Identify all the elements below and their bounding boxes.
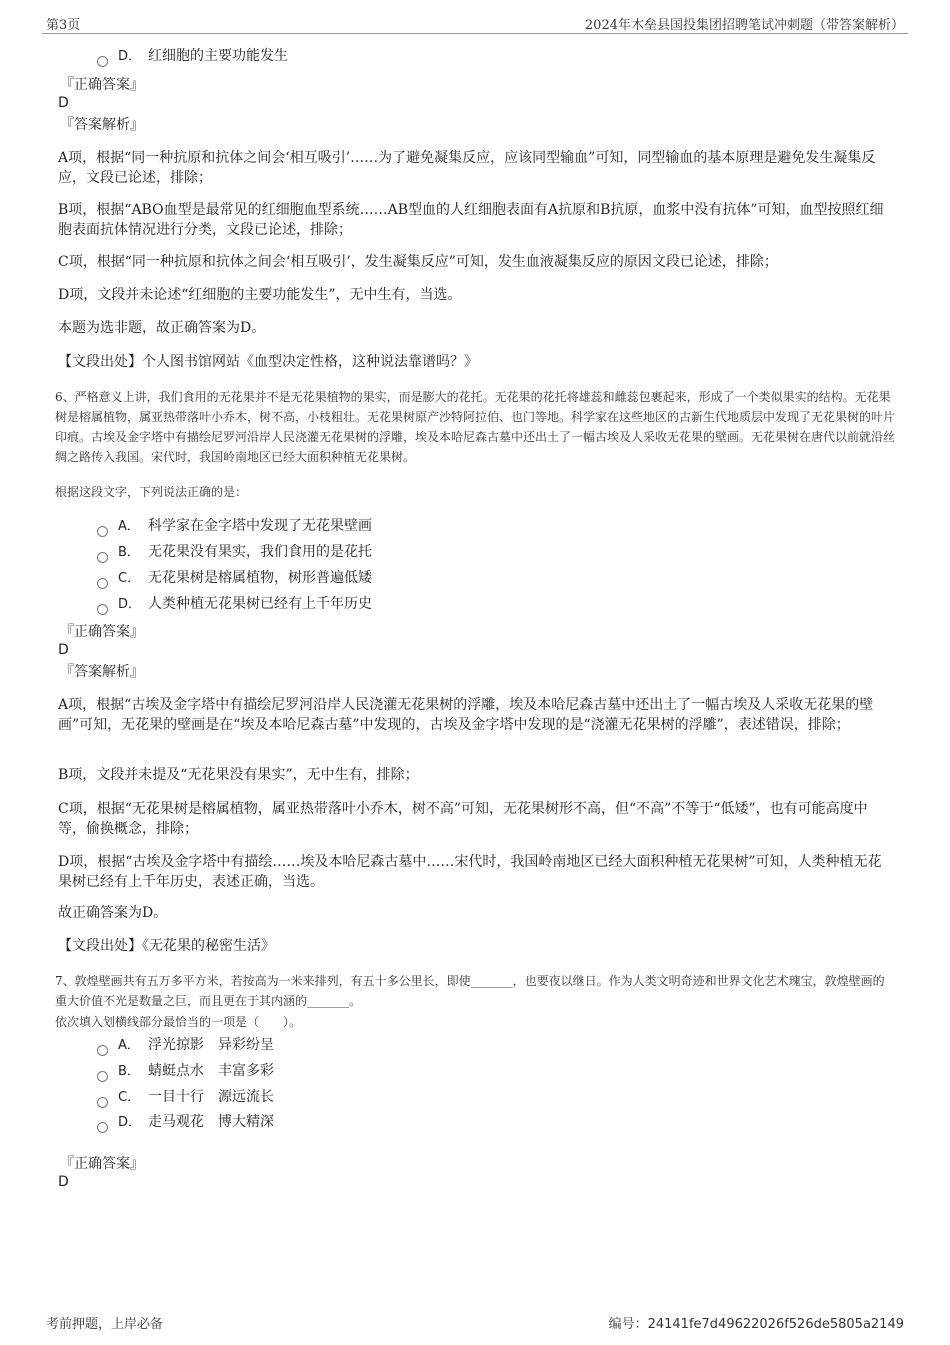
q5-analysis-label: 『答案解析』 xyxy=(60,117,144,133)
q6-option-c[interactable]: C． 无花果树是榕属植物，树形普遍低矮 xyxy=(97,568,372,588)
footer-code-value: 24141fe7d49622026f526de5805a2149 xyxy=(647,1317,904,1332)
q6-answer-label: 『正确答案』 xyxy=(60,624,144,640)
radio-icon[interactable] xyxy=(97,552,108,563)
q6-option-d[interactable]: D． 人类种植无花果树已经有上千年历史 xyxy=(97,594,372,614)
q6-analysis-a: A项，根据“古埃及金字塔中有描绘尼罗河沿岸人民浇灌无花果树的浮雕，埃及本哈尼森古墓中还出土了一幅古埃及人采收无花果的壁画”可知，无花果的壁画是在“埃及本哈尼森古墓”中发现的，古埃及金字塔中发现的是“浇灌无花果树的浮雕”，表述错误，排除； xyxy=(58,697,874,733)
q5-analysis-a: A项，根据“同一种抗原和抗体之间会‘相互吸引’……为了避免凝集反应，应该同型输血”可知，同型输血的基本原理是避免发生凝集反应，文段已论述，排除； xyxy=(58,150,876,186)
q6-stem: 6、严格意义上讲，我们食用的无花果并不是无花果植物的果实，而是膨大的花托。无花果的花托将雄蕊和雌蕊包裹起来，形成了一个类似果实的结构。无花果树是榕属植物，属亚热带落叶小乔木，树不高，小枝粗壮。无花果树原产沙特阿拉伯、也门等地。科学家在这些地区的古新生代地质层中发现了无花果树的叶片印痕。古埃及金字塔中有描绘尼罗河沿岸人民浇灌无花果树的浮雕，埃及本哈尼森古墓中还出土了一幅古埃及人采收无花果的壁画。无花果树在唐代以前就沿丝绸之路传入我国。宋代时，我国岭南地区已经大面积种植无花果树。 xyxy=(55,390,896,464)
q6-option-b[interactable]: B． 无花果没有果实，我们食用的是花托 xyxy=(97,542,372,562)
q7-option-c[interactable]: C． 一目十行 源远流长 xyxy=(97,1087,274,1107)
radio-icon[interactable] xyxy=(97,604,108,615)
footer-code-label: 编号： xyxy=(608,1317,648,1332)
radio-icon[interactable] xyxy=(97,578,108,589)
q6-analysis-c: C项，根据“无花果树是榕属植物，属亚热带落叶小乔木，树不高”可知，无花果树形不高，但“不高”不等于“低矮”，也有可能高度中等，偷换概念，排除； xyxy=(58,801,868,837)
radio-icon[interactable] xyxy=(97,1097,108,1108)
page-number: 第3页 xyxy=(46,18,81,33)
document-title: 2024年木垒县国投集团招聘笔试冲刺题（带答案解析） xyxy=(584,18,904,33)
radio-icon[interactable] xyxy=(97,1122,108,1133)
q5-option-d[interactable]: D． 红细胞的主要功能发生 xyxy=(97,46,288,66)
radio-icon[interactable] xyxy=(97,1071,108,1082)
q7-option-d[interactable]: D． 走马观花 博大精深 xyxy=(97,1112,274,1132)
q7-option-a[interactable]: A． 浮光掠影 异彩纷呈 xyxy=(97,1035,274,1055)
q7-question: 依次填入划横线部分最恰当的一项是（ ）。 xyxy=(55,1015,302,1029)
q6-answer: D xyxy=(58,642,69,658)
q6-conclusion: 故正确答案为D。 xyxy=(58,905,168,921)
q7-answer-label: 『正确答案』 xyxy=(60,1156,144,1172)
q6-option-a[interactable]: A． 科学家在金字塔中发现了无花果壁画 xyxy=(97,516,372,536)
q5-answer: D xyxy=(58,95,69,111)
radio-icon[interactable] xyxy=(97,526,108,537)
q6-source: 【文段出处】《无花果的秘密生活》 xyxy=(58,938,275,954)
q5-analysis-d: D项，文段并未论述“红细胞的主要功能发生”，无中生有，当选。 xyxy=(58,287,462,303)
q5-answer-label: 『正确答案』 xyxy=(60,77,144,93)
q7-option-b[interactable]: B． 蜻蜓点水 丰富多彩 xyxy=(97,1061,274,1081)
q6-analysis-label: 『答案解析』 xyxy=(60,664,144,680)
q7-stem: 7、敦煌壁画共有五万多平方米，若按高为一米来排列，有五十多公里长，即使_______，也要夜以继日。作为人类文明奇迹和世界文化艺术瑰宝，敦煌壁画的重大价值不光是数量之巨，而且更在于其内涵的_______。 xyxy=(55,974,885,1008)
q5-source: 【文段出处】个人图书馆网站《血型决定性格，这种说法靠谱吗？》 xyxy=(58,354,478,370)
q5-conclusion: 本题为选非题，故正确答案为D。 xyxy=(58,320,266,336)
q6-analysis-d: D项，根据“古埃及金字塔中有描绘……埃及本哈尼森古墓中……宋代时，我国岭南地区已经大面积种植无花果树”可知，人类种植无花果树已经有上千年历史，表述正确，当选。 xyxy=(58,854,882,890)
q7-answer: D xyxy=(58,1174,69,1190)
footer-code xyxy=(609,1313,904,1332)
q5-analysis-c: C项，根据“同一种抗原和抗体之间会‘相互吸引’，发生凝集反应”可知，发生血液凝集反应的原因文段已论述，排除； xyxy=(58,254,778,270)
radio-icon[interactable] xyxy=(97,56,108,67)
radio-icon[interactable] xyxy=(97,1045,108,1056)
footer-slogan: 考前押题，上岸必备 xyxy=(46,1317,164,1332)
q5-analysis-b: B项，根据“ABO血型是最常见的红细胞血型系统……AB型血的人红细胞表面有A抗原和B抗原，血浆中没有抗体”可知，血型按照红细胞表面抗体情况进行分类，文段已论述，排除； xyxy=(58,202,884,238)
q6-analysis-b: B项，文段并未提及“无花果没有果实”，无中生有，排除； xyxy=(58,767,419,783)
q6-question: 根据这段文字，下列说法正确的是： xyxy=(55,485,248,499)
header-divider xyxy=(42,33,908,34)
